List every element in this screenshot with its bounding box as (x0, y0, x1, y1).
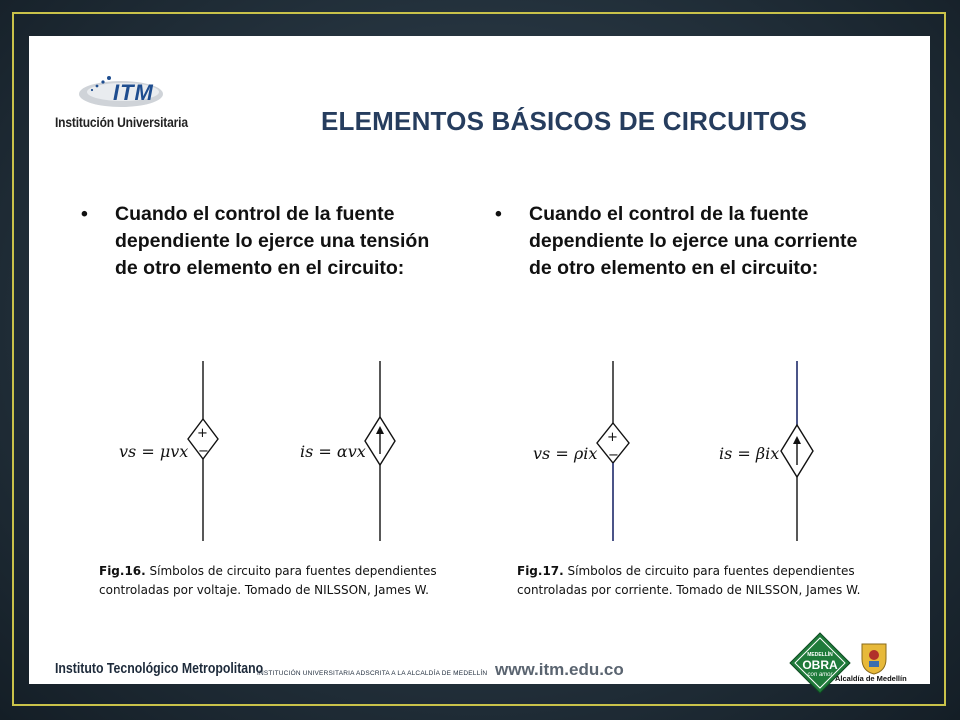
equation-is-alpha: is = αvx (300, 442, 366, 461)
slide (29, 36, 930, 684)
equation-is-beta: is = βix (719, 444, 780, 463)
alcaldia-shield-icon (859, 641, 889, 675)
caption-line1: Símbolos de circuito para fuentes dependientes (145, 564, 437, 578)
caption-label: Fig.17. (517, 564, 564, 578)
caption-fig16 (99, 562, 437, 600)
bullet-dot: • (81, 203, 88, 225)
obra-con-amor-logo (789, 632, 851, 694)
svg-text:−: − (608, 448, 619, 463)
footer-adscrita: INSTITUCIÓN UNIVERSITARIA ADSCRITA A LA ALCALDÍA DE MEDELLÍN (257, 670, 488, 677)
caption-line1: Símbolos de circuito para fuentes dependientes (563, 564, 855, 578)
obra-top-text: MEDELLÍN (807, 652, 833, 658)
logo-subtitle: Institución Universitaria (55, 114, 188, 130)
svg-text:+: + (607, 430, 618, 445)
caption-fig17 (517, 562, 860, 600)
svg-text:+: + (197, 426, 208, 441)
bullet-right-text: Cuando el control de la fuente dependiente lo ejerce una corriente de otro elemento en el circuito: (529, 203, 858, 279)
slide-title: ELEMENTOS BÁSICOS DE CIRCUITOS (321, 106, 808, 136)
obra-main-text: OBRA (802, 658, 838, 672)
svg-text:−: − (198, 444, 209, 459)
caption-line2: controladas por corriente. Tomado de NILSSON, James W. (517, 583, 861, 597)
obra-sub-text: con amor (807, 672, 833, 678)
logo-text: ITM (113, 80, 154, 105)
bullet-left (81, 201, 461, 311)
equation-vs-mu: vs = μvx (119, 442, 189, 461)
bullet-left-text: Cuando el control de la fuente dependiente lo ejerce una tensión de otro elemento en el circuito: (115, 203, 430, 279)
footer-url: www.itm.edu.co (495, 660, 624, 679)
alcaldia-text: Alcaldía de Medellín (835, 674, 907, 683)
caption-line2: controladas por voltaje. Tomado de NILSSON, James W. (99, 583, 429, 597)
bullet-right (495, 201, 875, 311)
bullet-dot: • (495, 203, 502, 225)
footer-institute: Instituto Tecnológico Metropolitano (55, 660, 264, 677)
caption-label: Fig.16. (99, 564, 146, 578)
equation-vs-rho: vs = ρix (533, 444, 598, 463)
